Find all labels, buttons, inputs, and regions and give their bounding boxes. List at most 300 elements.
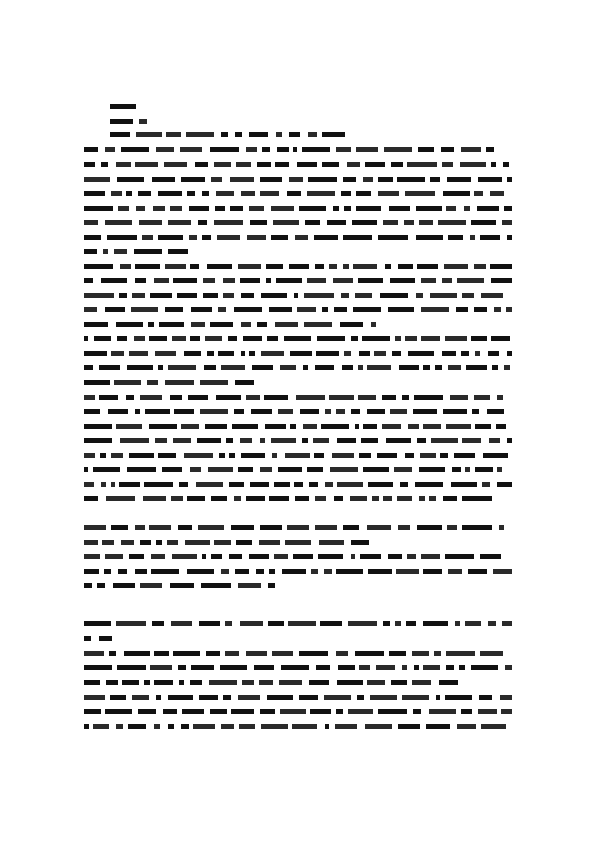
text-word	[207, 351, 214, 356]
text-word	[441, 147, 454, 152]
text-word	[360, 554, 381, 559]
text-word	[372, 496, 379, 501]
text-word	[342, 365, 353, 370]
text-word	[184, 453, 213, 458]
text-word	[446, 424, 471, 429]
text-word	[378, 235, 408, 240]
text-word	[229, 453, 235, 458]
text-word	[261, 293, 287, 298]
text-word	[165, 264, 186, 269]
text-word	[229, 554, 242, 559]
text-word	[480, 651, 503, 656]
text-word	[187, 496, 205, 501]
text-word	[110, 695, 126, 700]
text-word	[84, 220, 98, 225]
text-word	[84, 636, 91, 641]
text-word	[356, 191, 371, 196]
text-word	[143, 496, 166, 501]
text-word	[203, 278, 215, 283]
text-word	[475, 424, 491, 429]
text-word	[397, 496, 412, 501]
text-word	[254, 665, 274, 670]
text-word	[440, 453, 448, 458]
text-word	[201, 583, 231, 588]
text-line	[84, 553, 512, 559]
text-word	[200, 409, 228, 414]
text-word	[108, 409, 128, 414]
text-word	[341, 191, 351, 196]
text-word	[281, 665, 309, 670]
text-word	[221, 724, 234, 729]
text-word	[173, 278, 197, 283]
text-word	[247, 235, 266, 240]
text-word	[340, 322, 363, 327]
text-word	[241, 293, 254, 298]
text-word	[155, 438, 167, 443]
text-word	[478, 177, 502, 182]
text-word	[279, 680, 302, 685]
text-word	[226, 438, 233, 443]
text-word	[478, 709, 497, 714]
text-line	[84, 379, 254, 385]
text-word	[407, 162, 437, 167]
text-word	[378, 191, 399, 196]
text-word	[462, 293, 474, 298]
text-word	[131, 307, 158, 312]
text-line	[84, 394, 512, 400]
text-word	[277, 147, 289, 152]
text-word	[488, 351, 499, 356]
text-word	[223, 278, 235, 283]
text-word	[507, 235, 512, 240]
text-word	[185, 540, 210, 545]
text-word	[363, 467, 389, 472]
text-word	[405, 336, 417, 341]
text-word	[413, 709, 421, 714]
text-word	[446, 651, 475, 656]
text-word	[446, 665, 454, 670]
text-word	[121, 540, 134, 545]
text-word	[84, 293, 114, 298]
text-word	[499, 525, 504, 530]
text-word	[303, 365, 308, 370]
text-word	[355, 293, 372, 298]
text-line	[84, 664, 512, 670]
text-word	[363, 424, 377, 429]
text-word	[105, 147, 115, 152]
text-word	[206, 651, 220, 656]
text-word	[460, 162, 486, 167]
text-word	[155, 351, 176, 356]
text-word	[84, 453, 95, 458]
text-word	[138, 191, 151, 196]
text-word	[135, 569, 147, 574]
text-word	[218, 351, 234, 356]
text-word	[324, 695, 351, 700]
text-word	[84, 365, 93, 370]
text-word	[132, 293, 145, 298]
text-word	[400, 482, 408, 487]
text-word	[316, 665, 330, 670]
text-word	[260, 191, 279, 196]
text-word	[348, 621, 377, 626]
text-word	[457, 278, 484, 283]
text-word	[450, 395, 468, 400]
text-word	[426, 724, 450, 729]
text-word	[122, 680, 139, 685]
text-word	[408, 424, 419, 429]
text-word	[448, 569, 462, 574]
text-word	[196, 482, 223, 487]
text-word	[357, 695, 364, 700]
text-word	[303, 424, 317, 429]
text-word	[486, 147, 494, 152]
text-line	[84, 423, 512, 429]
text-word	[322, 162, 339, 167]
text-word	[154, 651, 169, 656]
text-word	[257, 322, 267, 327]
text-word	[334, 496, 343, 501]
text-word	[295, 496, 309, 501]
text-word	[334, 307, 347, 312]
text-word	[139, 220, 162, 225]
text-word	[198, 220, 207, 225]
text-word	[461, 709, 472, 714]
text-word	[152, 177, 175, 182]
text-word	[221, 132, 228, 137]
text-word	[398, 525, 410, 530]
text-word	[231, 709, 254, 714]
text-line	[84, 161, 510, 167]
text-word	[238, 695, 260, 700]
text-word	[199, 695, 218, 700]
text-line	[84, 635, 118, 641]
text-word	[144, 680, 150, 685]
text-word	[273, 220, 299, 225]
text-word	[429, 709, 456, 714]
text-word	[398, 264, 413, 269]
text-word	[289, 132, 300, 137]
text-word	[304, 293, 334, 298]
text-word	[315, 496, 326, 501]
text-word	[465, 467, 470, 472]
text-word	[280, 365, 296, 370]
text-line	[84, 277, 512, 283]
text-word	[395, 621, 401, 626]
text-word	[332, 453, 354, 458]
text-word	[370, 695, 397, 700]
text-word	[383, 621, 390, 626]
text-word	[215, 206, 225, 211]
text-word	[474, 307, 487, 312]
text-word	[353, 307, 381, 312]
text-word	[127, 365, 153, 370]
text-word	[261, 351, 284, 356]
text-word	[168, 365, 196, 370]
text-word	[167, 540, 178, 545]
text-word	[159, 322, 184, 327]
text-word	[415, 482, 443, 487]
text-word	[221, 365, 245, 370]
text-word	[236, 162, 251, 167]
text-word	[214, 220, 243, 225]
text-word	[414, 665, 419, 670]
text-word	[266, 278, 271, 283]
text-word	[416, 293, 423, 298]
text-word	[405, 453, 414, 458]
text-word	[429, 496, 436, 501]
text-word	[431, 438, 458, 443]
text-word	[179, 482, 188, 487]
text-word	[507, 177, 512, 182]
text-word	[408, 351, 434, 356]
text-word	[97, 583, 105, 588]
text-word	[457, 724, 476, 729]
text-word	[246, 496, 265, 501]
text-word	[84, 525, 106, 530]
text-line	[84, 481, 512, 487]
text-word	[461, 351, 469, 356]
text-word	[156, 540, 162, 545]
text-word	[241, 351, 245, 356]
text-word	[506, 307, 512, 312]
text-word	[442, 162, 453, 167]
text-word	[470, 235, 475, 240]
text-line	[84, 582, 280, 588]
text-word	[140, 583, 162, 588]
text-word	[188, 395, 208, 400]
text-word	[421, 307, 449, 312]
text-word	[474, 395, 490, 400]
text-word	[241, 453, 265, 458]
text-word	[163, 709, 177, 714]
text-word	[93, 467, 120, 472]
text-word	[269, 307, 292, 312]
text-word	[158, 453, 176, 458]
text-word	[419, 496, 425, 501]
text-word	[260, 438, 265, 443]
text-word	[235, 569, 249, 574]
text-word	[246, 651, 267, 656]
text-word	[116, 724, 123, 729]
text-word	[158, 365, 163, 370]
text-word	[154, 724, 160, 729]
text-word	[104, 569, 111, 574]
text-word	[434, 651, 441, 656]
text-word	[341, 293, 349, 298]
text-word	[272, 453, 277, 458]
text-word	[250, 220, 267, 225]
text-word	[352, 220, 377, 225]
text-word	[468, 569, 487, 574]
text-word	[84, 621, 111, 626]
text-word	[135, 278, 146, 283]
text-word	[84, 409, 100, 414]
text-word	[446, 206, 456, 211]
text-line	[84, 539, 370, 545]
text-word	[265, 424, 286, 429]
text-word	[351, 554, 355, 559]
text-line	[84, 335, 512, 341]
text-word	[343, 525, 359, 530]
text-line	[84, 694, 512, 700]
text-word	[136, 132, 162, 137]
text-line	[84, 321, 376, 327]
text-word	[234, 307, 262, 312]
text-word	[129, 554, 144, 559]
text-word	[309, 680, 329, 685]
text-word	[315, 264, 324, 269]
text-word	[358, 395, 376, 400]
text-word	[385, 264, 391, 269]
text-word	[170, 583, 194, 588]
text-word	[271, 235, 288, 240]
text-word	[325, 482, 333, 487]
text-word	[84, 724, 89, 729]
text-word	[348, 709, 373, 714]
text-word	[118, 206, 129, 211]
text-word	[240, 621, 263, 626]
text-word	[337, 680, 363, 685]
text-word	[497, 482, 512, 487]
text-word	[496, 424, 506, 429]
text-word	[252, 365, 273, 370]
text-word	[240, 278, 260, 283]
text-word	[336, 409, 345, 414]
text-word	[304, 322, 332, 327]
text-word	[333, 206, 339, 211]
text-word	[168, 220, 191, 225]
text-word	[311, 569, 318, 574]
text-word	[116, 162, 131, 167]
text-word	[479, 695, 492, 700]
text-word	[502, 621, 512, 626]
text-word	[300, 409, 319, 414]
text-word	[234, 496, 241, 501]
text-word	[419, 467, 445, 472]
text-word	[267, 695, 293, 700]
text-word	[344, 206, 351, 211]
text-word	[117, 336, 127, 341]
text-word	[220, 665, 247, 670]
text-word	[480, 554, 501, 559]
text-word	[285, 453, 310, 458]
text-word	[423, 569, 442, 574]
text-word	[190, 467, 201, 472]
text-word	[501, 709, 512, 714]
text-word	[289, 264, 309, 269]
text-word	[287, 525, 309, 530]
text-word	[84, 424, 112, 429]
text-word	[404, 220, 414, 225]
text-word	[472, 409, 479, 414]
text-word	[294, 293, 298, 298]
text-word	[292, 724, 317, 729]
text-word	[238, 264, 261, 269]
text-line	[84, 437, 512, 443]
text-word	[110, 104, 136, 109]
text-word	[84, 206, 113, 211]
text-word	[140, 395, 162, 400]
text-word	[180, 147, 202, 152]
text-word	[438, 220, 466, 225]
text-word	[135, 162, 158, 167]
text-word	[186, 132, 214, 137]
text-word	[471, 336, 487, 341]
text-word	[421, 278, 436, 283]
text-word	[361, 438, 378, 443]
text-word	[417, 525, 442, 530]
text-word	[216, 395, 241, 400]
text-word	[178, 665, 186, 670]
text-word	[209, 680, 237, 685]
text-word	[355, 424, 359, 429]
text-word	[497, 467, 502, 472]
text-word	[329, 264, 337, 269]
text-word	[314, 453, 324, 458]
text-word	[118, 569, 127, 574]
text-word	[337, 438, 356, 443]
text-word	[156, 695, 161, 700]
text-word	[378, 709, 407, 714]
text-word	[260, 177, 282, 182]
text-word	[190, 336, 200, 341]
text-word	[225, 621, 232, 626]
text-word	[371, 322, 376, 327]
text-word	[260, 709, 275, 714]
text-word	[171, 621, 192, 626]
text-word	[319, 540, 344, 545]
text-word	[142, 235, 153, 240]
text-word	[471, 665, 498, 670]
text-word	[149, 525, 171, 530]
text-word	[106, 496, 135, 501]
text-word	[302, 438, 308, 443]
text-word	[111, 525, 128, 530]
text-line	[84, 466, 512, 472]
text-word	[383, 496, 392, 501]
text-word	[318, 554, 343, 559]
text-word	[170, 206, 182, 211]
text-word	[308, 132, 317, 137]
text-word	[221, 569, 229, 574]
text-word	[392, 351, 401, 356]
text-word	[275, 162, 289, 167]
text-word	[84, 651, 104, 656]
text-word	[380, 293, 408, 298]
text-word	[423, 665, 440, 670]
text-word	[481, 724, 506, 729]
text-word	[238, 467, 253, 472]
text-word	[84, 278, 93, 283]
text-word	[462, 525, 492, 530]
text-word	[181, 724, 189, 729]
text-word	[135, 409, 140, 414]
text-word	[107, 235, 137, 240]
text-word	[386, 438, 411, 443]
text-word	[327, 220, 346, 225]
text-word	[374, 351, 386, 356]
text-line	[110, 103, 140, 109]
text-word	[84, 380, 110, 385]
text-word	[190, 264, 199, 269]
text-line	[84, 452, 512, 458]
text-word	[423, 424, 441, 429]
text-word	[266, 264, 283, 269]
text-word	[267, 336, 278, 341]
text-word	[491, 278, 512, 283]
text-word	[111, 191, 122, 196]
